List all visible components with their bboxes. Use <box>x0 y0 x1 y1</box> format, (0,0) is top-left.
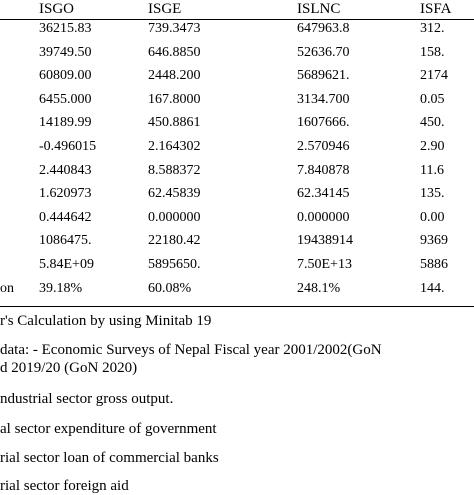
note-data-source-line1: data: - Economic Surveys of Nepal Fiscal year 2001/2002(GoN <box>0 342 382 358</box>
table-cell: 5886 <box>420 257 448 272</box>
table-cell: 2.164302 <box>148 139 201 154</box>
table-cell: 158. <box>420 45 445 60</box>
table-cell: 6455.000 <box>39 92 92 107</box>
table-cell: -0.496015 <box>39 139 97 154</box>
table-cell: 167.8000 <box>148 92 201 107</box>
header-islnc: ISLNC <box>297 1 341 17</box>
table-cell: 646.8850 <box>148 45 201 60</box>
table-cell: 62.45839 <box>148 186 201 201</box>
table-cell: 0.00 <box>420 210 445 225</box>
table-cell: 5689621. <box>297 68 350 83</box>
table-cell: 2.440843 <box>39 163 92 178</box>
table-cell: 2174 <box>420 68 448 83</box>
table-cell: 7.50E+13 <box>297 257 352 272</box>
table-cell: 62.34145 <box>297 186 350 201</box>
table-cell: 1.620973 <box>39 186 92 201</box>
table-cell: 144. <box>420 281 445 296</box>
table-cell: 36215.83 <box>39 21 92 36</box>
table-cell: 135. <box>420 186 445 201</box>
table-cell: 248.1% <box>297 281 341 296</box>
table-cell: 2448.200 <box>148 68 201 83</box>
note-definition-isgo: ndustrial sector gross output. <box>0 391 174 407</box>
table-cell: 60809.00 <box>39 68 92 83</box>
table-cell: 2.570946 <box>297 139 350 154</box>
table-cell: 52636.70 <box>297 45 350 60</box>
note-definition-islnc: rial sector loan of commercial banks <box>0 450 219 466</box>
row-label: on <box>0 281 14 296</box>
table-cell: 450. <box>420 115 445 130</box>
table-cell: 0.444642 <box>39 210 92 225</box>
table-cell: 5.84E+09 <box>39 257 94 272</box>
table-cell: 450.8861 <box>148 115 201 130</box>
table-cell: 11.6 <box>420 163 444 178</box>
table-bottom-rule <box>0 306 474 307</box>
table-cell: 19438914 <box>297 233 353 248</box>
header-isfa: ISFA <box>420 1 452 17</box>
table-cell: 14189.99 <box>39 115 92 130</box>
table-cell: 0.05 <box>420 92 445 107</box>
note-data-source-line2: d 2019/20 (GoN 2020) <box>0 360 138 376</box>
table-cell: 312. <box>420 21 445 36</box>
table-cell: 2.90 <box>420 139 445 154</box>
note-source-calculation: r's Calculation by using Minitab 19 <box>0 313 212 329</box>
table-cell: 3134.700 <box>297 92 350 107</box>
header-isge: ISGE <box>148 1 182 17</box>
table-cell: 39749.50 <box>39 45 92 60</box>
note-definition-isfa: rial sector foreign aid <box>0 478 129 494</box>
table-cell: 22180.42 <box>148 233 201 248</box>
table-cell: 39.18% <box>39 281 83 296</box>
table-cell: 739.3473 <box>148 21 201 36</box>
table-cell: 1086475. <box>39 233 92 248</box>
table-cell: 647963.8 <box>297 21 350 36</box>
table-cell: 0.000000 <box>297 210 350 225</box>
table-cell: 0.000000 <box>148 210 201 225</box>
table-cell: 8.588372 <box>148 163 201 178</box>
table-cell: 1607666. <box>297 115 350 130</box>
table-cell: 7.840878 <box>297 163 350 178</box>
header-isgo: ISGO <box>39 1 75 17</box>
table-cell: 9369 <box>420 233 448 248</box>
header-rule <box>0 19 474 20</box>
note-definition-isge: al sector expenditure of government <box>0 421 217 437</box>
table-cell: 5895650. <box>148 257 201 272</box>
table-cell: 60.08% <box>148 281 192 296</box>
